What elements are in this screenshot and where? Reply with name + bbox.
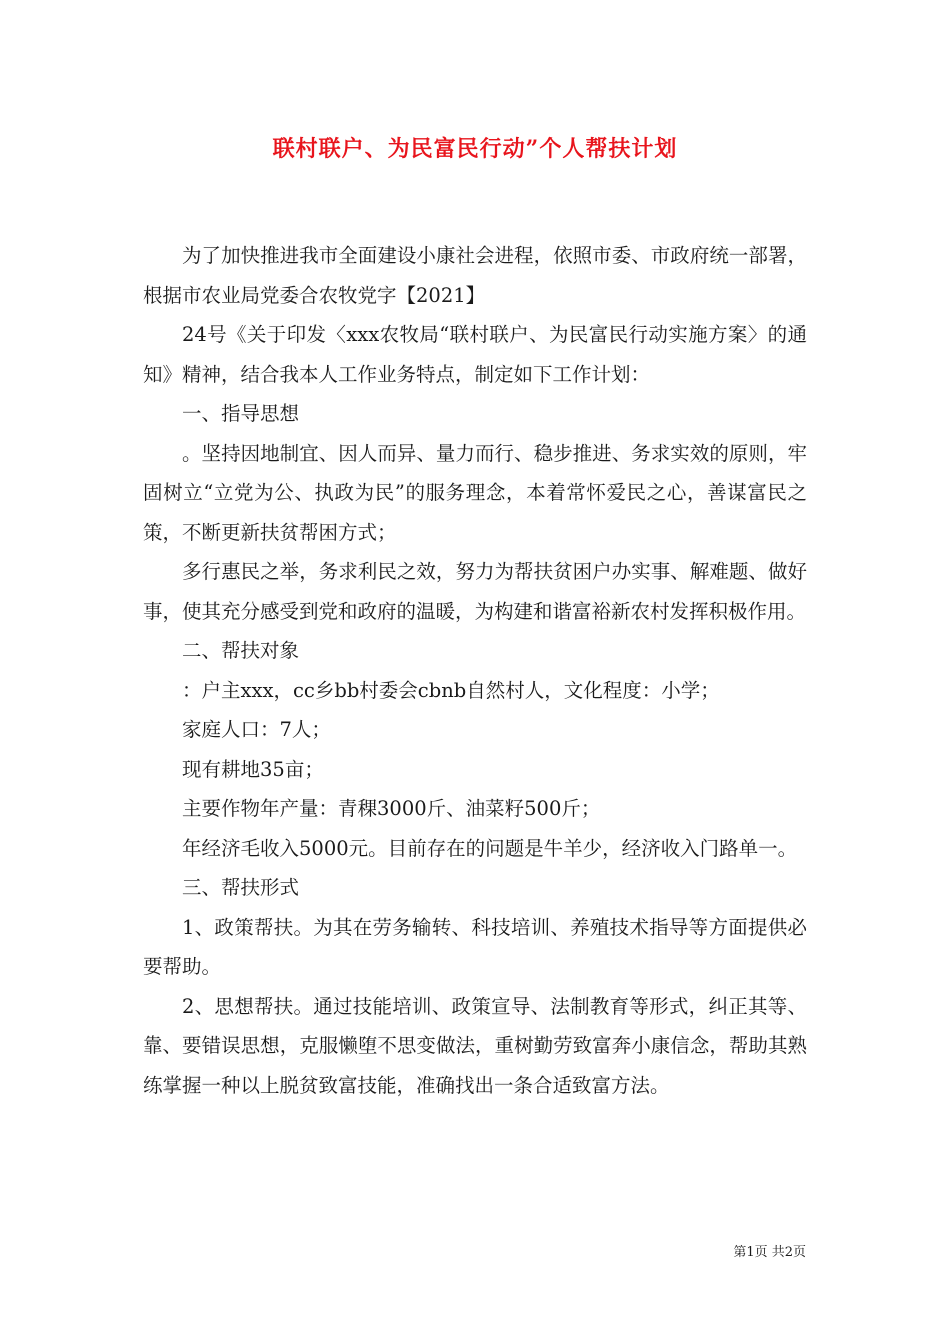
paragraph-household-head: ：户主xxx，cc乡bb村委会cbnb自然村人，文化程度：小学； bbox=[182, 678, 720, 702]
paragraph-benefit-people: 多行惠民之举，务求利民之效，努力为帮扶贫困户办实事、解难题、做好事，使其充分感受到党和政府的温暖，为构建和谐富裕新农村发挥积极作用。 bbox=[143, 560, 807, 623]
section-heading-guiding-thought: 一、指导思想 bbox=[182, 402, 300, 425]
document-title: 联村联户、为民富民行动”个人帮扶计划 bbox=[272, 136, 678, 162]
paragraph-annual-income: 年经济毛收入5000元。目前存在的问题是牛羊少，经济收入门路单一。 bbox=[182, 836, 798, 860]
paragraph-crop-output: 主要作物年产量：青稞3000斤、油菜籽500斤； bbox=[182, 797, 601, 820]
paragraph-family-size: 家庭人口：7人； bbox=[182, 718, 331, 741]
paragraph-farmland: 现有耕地35亩； bbox=[182, 757, 324, 781]
paragraph-notice-reference: 24号《关于印发〈xxx农牧局“联村联户、为民富民行动实施方案〉的通知》精神，结合我本人工作业务特点，制定如下工作计划： bbox=[143, 323, 807, 386]
paragraph-intro: 为了加快推进我市全面建设小康社会进程，依照市委、市政府统一部署，根据市农业局党委合农牧党字【2021】 bbox=[143, 244, 807, 307]
paragraph-ideological-assistance: 2、思想帮扶。通过技能培训、政策宣导、法制教育等形式，纠正其等、靠、要错误思想，克服懒堕不思变做法，重树勤劳致富奔小康信念，帮助其熟练掌握一种以上脱贫致富技能，准确找出一条合适致富方法。 bbox=[143, 994, 807, 1097]
document-body bbox=[143, 236, 807, 1105]
section-heading-assistance-forms: 三、帮扶形式 bbox=[182, 876, 300, 899]
paragraph-principles: 。坚持因地制宜、因人而异、量力而行、稳步推进、务求实效的原则，牢固树立“立党为公、执政为民”的服务理念，本着常怀爱民之心，善谋富民之策，不断更新扶贫帮困方式； bbox=[143, 441, 807, 544]
page-number: 第1页 共2页 bbox=[733, 1245, 806, 1260]
paragraph-policy-assistance: 1、政策帮扶。为其在劳务输转、科技培训、养殖技术指导等方面提供必要帮助。 bbox=[143, 915, 807, 978]
section-heading-assistance-target: 二、帮扶对象 bbox=[182, 639, 300, 662]
